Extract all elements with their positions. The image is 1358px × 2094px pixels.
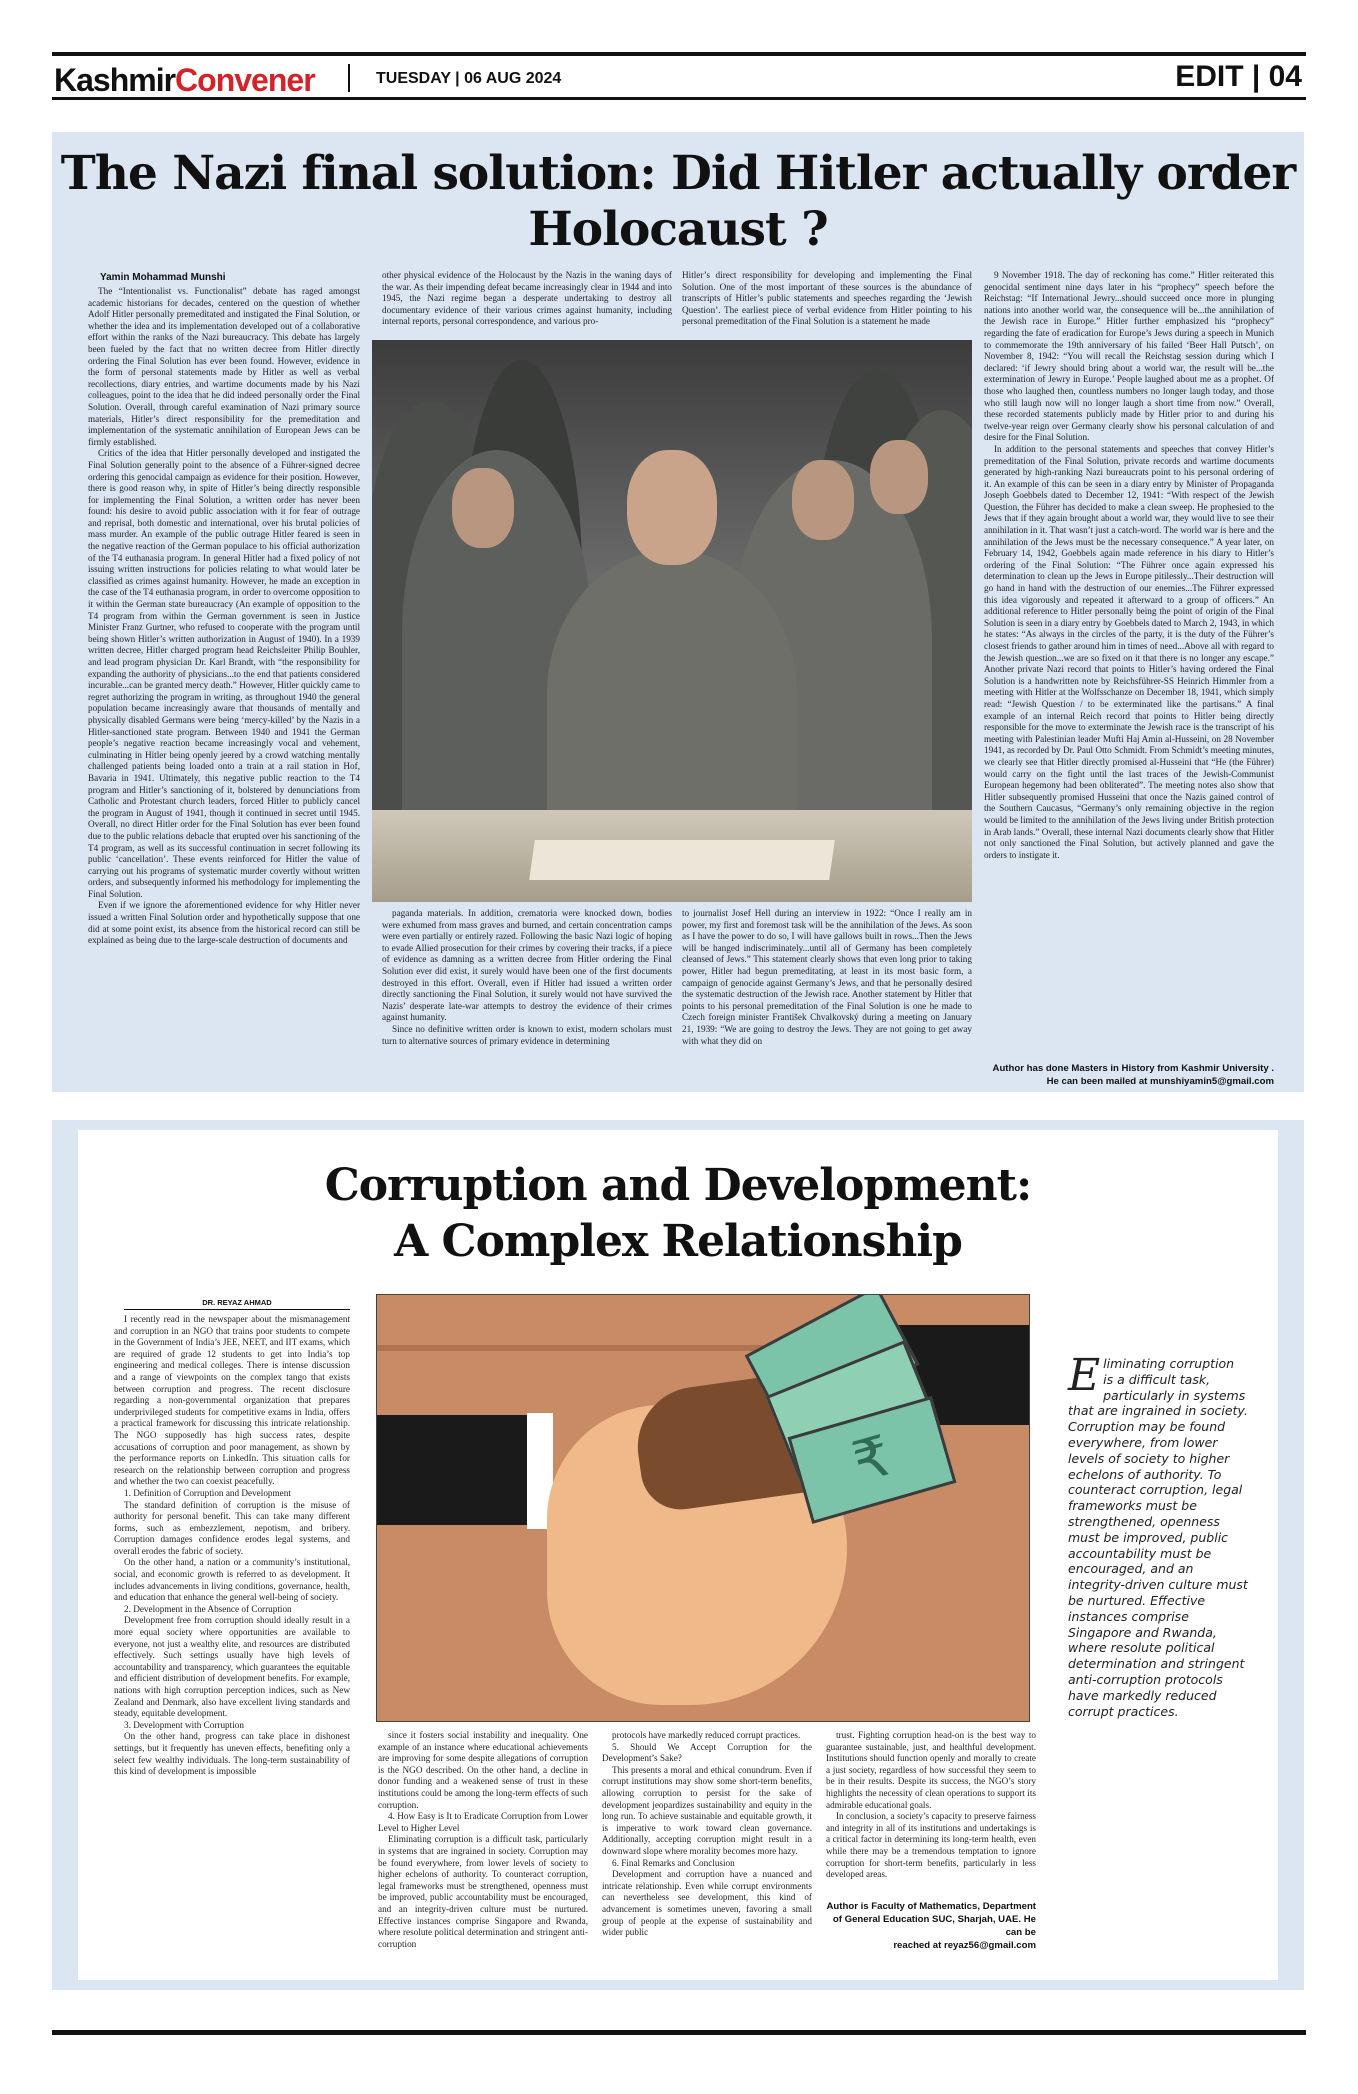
issue-date: TUESDAY | 06 AUG 2024 — [376, 70, 562, 87]
footer-rule — [52, 2030, 1306, 2035]
column-3-bottom: to journalist Josef Hell during an interview in 1922: “Once I really am in power, my first and foremost task will be the annihilation of the Jews. As soon as I have the power to do so, I will have gallows built in rows...Then the Jews will be hanged indiscriminately...until all of Germany has been completely cleansed of Jews.” This statement clearly shows that even long prior to taking power, Hitler had begun premeditating, at least in its most basic form, a campaign of genocide against Germany’s Jews, and that he personally desired the systematic destruction of the Jewish race. Another statement by Hitler that points to his personal premeditation of the Final Solution is one he made to Czech foreign minister František Chvalkovský during a meeting on January 21, 1939: “We are going to destroy the Jews. They are not going to get away with what they did on — [682, 908, 972, 1046]
credit-email[interactable]: He can been mailed at munshiyamin5@gmail.com — [1046, 1076, 1274, 1087]
article-title: Corruption and Development: A Complex Relationship — [324, 1160, 1032, 1267]
column-1: I recently read in the newspaper about the mismanagement and corruption in an NGO that trains poor students to compete in the Government of India’s JEE, NEET, and IIT exams, which are required of grade 12 students to get into India’s top engineering and medical colleges. There is intense discussion and a range of viewpoints on the complex tango that exists between corruption and progress. The recent disclosure regarding a non-governmental organization that prepares underprivileged students for competitive exams in India, offers a practical framework for discussing this intricate relationship. The NGO supposedly has high success rates, despite accusations of corruption and poor management, as shown by the performance reports on LinkedIn. This situation calls for research on the relationship between corruption and progress and whether the two can coexist peacefully. 1. Definition of Corruption and Development The standard definition of corruption is the misuse of authority for personal benefit. This can take many different forms, such as embezzlement, nepotism, and bribery. Corruption damages confidence erodes legal systems, and overall erodes the fabric of society. On the other hand, a nation or a community’s institutional, social, and economic growth is referred to as development. It includes advancements in living conditions, governance, health, and education that enhance the general well-being of society. 2. Development in the Absence of Corruption Development free from corruption should ideally result in a more equal society where opportunities are available to everyone, not just a wealthy elite, and resources are distributed effectively. Such settings usually have high levels of accountability and transparency, which guarantees the equitable and efficient distribution of development benefits. For example, nations with high corruption perception indices, such as New Zealand and Denmark, also have excellent living standards and steady, equitable development. 3. Development with Corruption On the other hand, progress can take place in dishonest settings, but it frequently has uneven effects, benefiting only a select few wealthy individuals. The long-term sustainability of this kind of development is impossible — [114, 1314, 350, 1777]
masthead — [52, 52, 1306, 100]
column-2: since it fosters social instability and inequality. One example of an instance where educational achievements are improving for some despite allegations of corruption is the NGO described. On the other hand, a decline in donor funding and a weakened sense of trust in these institutions could be among the long-term effects of such corruption. 4. How Easy is It to Eradicate Corruption from Lower Level to Higher Level Eliminating corruption is a difficult task, particularly in systems that are ingrained in society. Corruption may be found everywhere, from lower levels of society to higher echelons of authority. To counteract corruption, legal frameworks must be strengthened, openness must be improved, public accountability must be encouraged, and an integrity-driven culture must be nurtured. Effective instances comprise Singapore and Rwanda, where resolute political determination and stringent anti-corruption — [378, 1730, 588, 1949]
pull-quote: Eliminating corruption is a difficult task, particularly in systems that are ingrained in society. Corruption may be found everywhere, from lower levels of society to higher echelons of authority. To counteract corruption, legal frameworks must be strengthened, openness must be improved, public accountability must be encouraged, and an integrity-driven culture must be nurtured. Effective instances comprise Singapore and Rwanda, where resolute political determination and stringent anti-corruption protocols have markedly reduced corrupt practices. — [1068, 1350, 1248, 1719]
article-body — [78, 1130, 1278, 1980]
column-2-top: other physical evidence of the Holocaust by the Nazis in the waning days of the war. As their impending defeat became increasingly clear in 1944 and into 1945, the Nazi regime began a desperate undertaking to destroy all documentary evidence of their various crimes against humanity, including internal reports, personal correspondence, and various pro- — [382, 270, 672, 327]
column-1: The “Intentionalist vs. Functionalist” debate has raged amongst academic historians for decades, centered on the question of whether Adolf Hitler personally premeditated and instigated the Final Solution, or whether the idea and its implementation developed out of a collaborative effort within the ranks of the Nazi bureaucracy. This debate has largely been fueled by the fact that no written decree from Hitler directly ordering the Final Solution has ever been found. However, evidence in the form of personal statements made by Hitler as well as verbal recollections, diary entries, and wartime documents made by his Nazi colleagues, point to the idea that he did indeed personally order the Final Solution. Overall, through careful examination of Nazi primary source materials, Hitler’s direct responsibility for the premeditation and implementation of the systematic annihilation of European Jews can be firmly established. Critics of the idea that Hitler personally developed and instigated the Final Solution generally point to the absence of a Führer-signed decree ordering this genocidal campaign as evidence for their position. However, there is good reason why, in spite of Hitler’s being directly responsible for implementing the Final Solution, a written order has never been found: his desire to avoid public association with it for fear of outrage and reprisal, both domestic and international, over his brutal policies of mass murder. An example of the public outrage Hitler feared is seen in the negative reaction of the German populace to his official authorization of the T4 euthanasia program. In general Hitler had a fixed policy of not issuing written instructions for policies relating to what would later be classified as crimes against humanity. However, he made an exception in the case of the T4 euthanasia program, in order to overcome opposition to it within the German state bureaucracy (An example of opposition to the T4 program from within the German government is seen in Justice Minister Franz Gurtner, who refused to cooperate with the program until being shown Hitler’s written authorization in August of 1940). In a 1939 written decree, Hitler charged program head Reichsleiter Philip Bouhler, and lead program physician Dr. Karl Brandt, with “the responsibility for expanding the authority of physicians...to the end that patients considered incurable...can be granted mercy death.” However, Hitler quickly came to regret authorizing the program in writing, as throughout 1940 the general population became increasingly aware that thousands of mentally and physically disabled Germans were being ‘mercy-killed’ by the Nazis in a Hitler-sanctioned state program. Between 1940 and 1941 the German people’s negative reaction became increasingly vocal and vehement, culminating in Hitler being openly jeered by a crowd watching mentally challenged patients being loaded onto a train at a rail station in Hof, Bavaria in 1941. Ultimately, this negative public reaction to the T4 program and Hitler’s sanctioning of it, bolstered by denunciations from Catholic and Protestant church leaders, forced Hitler to publicly cancel the program in August of 1941, though it continued in secret until 1945. Overall, no direct Hitler order for the Final Solution has ever been found due to the public relations debacle that erupted over his sanctioning of the T4 program, as well as its successful continuation in secret following its public ‘cancellation’. These events reinforced for Hitler the value of carrying out his programs of systematic murder covertly without written orders, and subsequently informed his methodology for implementing the Final Solution. Even if we ignore the aforementioned evidence for why Hitler never issued a written Final Solution order and hypothetically suppose that one did at some point exist, its absence from the historical record can still be explained as being due to the large-scale destruction of documents and — [88, 286, 360, 946]
page-section: EDIT | 04 — [1175, 60, 1302, 93]
article-photo — [372, 340, 972, 902]
credit-line: Author has done Masters in History from Kashmir University . — [992, 1063, 1274, 1074]
column-4: 9 November 1918. The day of reckoning has come.” Hitler reiterated this genocidal sentiment nine days later in his “prophecy” speech before the Reichstag: “If International Jewry...should succeed once more in plunging nations into another world war, the consequence will be...the annihilation of the Jewish race in Europe.” Hitler further emphasized his “prophecy” regarding the fate of eradication for Europe’s Jews during a speech in Munich to commemorate the 19th anniversary of his failed ‘Beer Hall Putsch’, on November 8, 1942: “You will recall the Reichstag session during which I declared: ‘if Jewry should bring about a world war, the result will be...the extermination of Jewry in Europe.’ People laughed about me as a prophet. Of those who laughed then, countless numbers no longer laugh today, and those who still laugh now will no longer laugh a short time from now.” Overall, these recorded statements publicly made by Hitler prior to and during his twelve-year reign over Germany clearly show his personal calculation of and desire for the Final Solution. In addition to the personal statements and speeches that convey Hitler’s premeditation of the Final Solution, private records and wartime documents generated by high-ranking Nazi bureaucrats point to his personal ordering of it. An example of this can be seen in a diary entry by Minister of Propaganda Joseph Goebbels dated to December 12, 1941: “With respect of the Jewish Question, the Führer has decided to make a clean sweep. He prophesied to the Jews that if they again brought about a world war, they would live to see their annihilation in it. That wasn’t just a catch-word. The world war is here and the annihilation of the Jews must be the necessary consequence.” A year later, on February 14, 1942, Goebbels again made reference in his diary to Hitler’s ordering of the Final Solution: “The Führer once again expressed his determination to clean up the Jews in Europe pitilessly...Their destruction will go hand in hand with the destruction of our enemies...The Führer expressed this idea vigorously and repeated it afterward to a group of officers.” An additional reference to Hitler personally being the point of origin of the Final Solution is seen in a diary entry by Goebbels dated to March 2, 1943, in which he states: “As always in the circles of the party, it is the duty of the Führer’s closest friends to gather around him in times of need...Above all with regard to the Jewish question...we are so fixed on it that there is no longer any escape.” Another private Nazi record that points to Hitler’s having ordered the Final Solution is a handwritten note by Reichsführer-SS Heinrich Himmler from a meeting with Hitler at the Wolfsschanze on December 18, 1941, which simply read: “Jewish Question / to be exterminated like the partisans.” A final example of an internal Reich record that points to Hitler being directly responsible for the move to exterminate the Jewish race is the transcript of his meeting with Palestinian leader Mufti Haj Amin al-Husseini, on 28 November 1941, as recorded by Dr. Paul Otto Schmidt. From Schmidt’s meeting minutes, we clearly see that Hitler directly promised al-Husseini that “He (the Führer) would carry on the fight until the last traces of the Jewish-Communist European hegemony had been obliterated”. The meeting notes also show that Hitler subsequently promised Husseini that once the Nazis gained control of the Southern Caucasus, “Germany’s only remaining objective in the region would be limited to the annihilation of the Jews living under British protection in Arab lands.” Overall, these internal Nazi documents clearly show that Hitler not only sanctioned the Final Solution, but actively planned and gave the orders to instigate it. — [984, 270, 1274, 860]
credit-line: of General Education SUC, Sharjah, UAE. He can be — [832, 1914, 1036, 1938]
column-3: protocols have markedly reduced corrupt practices. 5. Should We Accept Corruption for the Development’s Sake? This presents a moral and ethical conundrum. Even if corrupt institutions may show some short-term benefits, allowing corruption to persist for the sake of development jeopardizes sustainability and equity in the long run. To achieve sustainable and equitable growth, it is imperative to work toward clean governance. Additionally, accepting corruption might result in a downward slope where morality becomes more hazy. 6. Final Remarks and Conclusion Development and corruption have a nuanced and intricate relationship. Even while corrupt environments can nevertheless see development, this kind of advancement is sometimes uneven, favoring a small group of people at the expense of sustainability and wider public — [602, 1730, 812, 1938]
credit-email[interactable]: reached at reyaz56@gmail.com — [893, 1940, 1036, 1951]
brand-logo[interactable]: KashmirConvener — [54, 62, 315, 98]
article-title: The Nazi final solution: Did Hitler actually order Holocaust ? — [60, 146, 1296, 257]
article-corruption — [52, 1120, 1304, 1990]
author-byline: Yamin Mohammad Munshi — [100, 272, 226, 283]
author-credit — [984, 1062, 1274, 1088]
handshake-illustration — [376, 1294, 1030, 1722]
credit-line: Author is Faculty of Mathematics, Department — [826, 1901, 1036, 1912]
column-2-bottom: paganda materials. In addition, crematoria were knocked down, bodies were exhumed from mass graves and burned, and certain concentration camps were even partially or entirely razed. Following the basic Nazi logic of hoping to evade Allied prosecution for their crimes by covering their tracks, if a piece of evidence as damning as a written decree from Hitler ordering the Final Solution ever did exist, it surely would have been one of the first documents destroyed in this effort. Overall, even if Hitler had issued a written order directly sanctioning the Final Solution, it surely would not have survived the Nazis’ desperate late-war attempts to destroy the evidence of their crimes against humanity. Since no definitive written order is known to exist, modern scholars must turn to alternative sources of primary evidence in determining — [382, 908, 672, 1046]
column-4: trust. Fighting corruption head-on is the best way to guarantee sustainable, just, and healthful development. Institutions should function openly and morally to create a just society, regardless of how successful they seem to be in their results. Despite its success, the NGO’s story highlights the necessity of clean operations to support its admirable educational goals. In conclusion, a society’s capacity to preserve fairness and integrity in all of its institutions and undertakings is a critical factor in determining its long-term health, even while there may be a tremendous temptation to ignore corruption for short-term benefits, particularly in less developed areas. — [826, 1730, 1036, 1880]
column-3-top: Hitler’s direct responsibility for developing and implementing the Final Solution. One of the most important of these sources is the abundance of transcripts of Hitler’s public statements and speeches regarding the ‘Jewish Question’. The earliest piece of verbal evidence from Hitler pointing to his personal premeditation of the Final Solution is a statement he made — [682, 270, 972, 327]
author-byline: DR. REYAZ AHMAD — [124, 1298, 350, 1310]
article-holocaust — [52, 132, 1304, 1092]
rupee-note: ₹ — [788, 1396, 957, 1524]
header-divider — [348, 64, 350, 92]
author-credit — [826, 1900, 1036, 1952]
drop-cap: E — [1068, 1350, 1101, 1401]
